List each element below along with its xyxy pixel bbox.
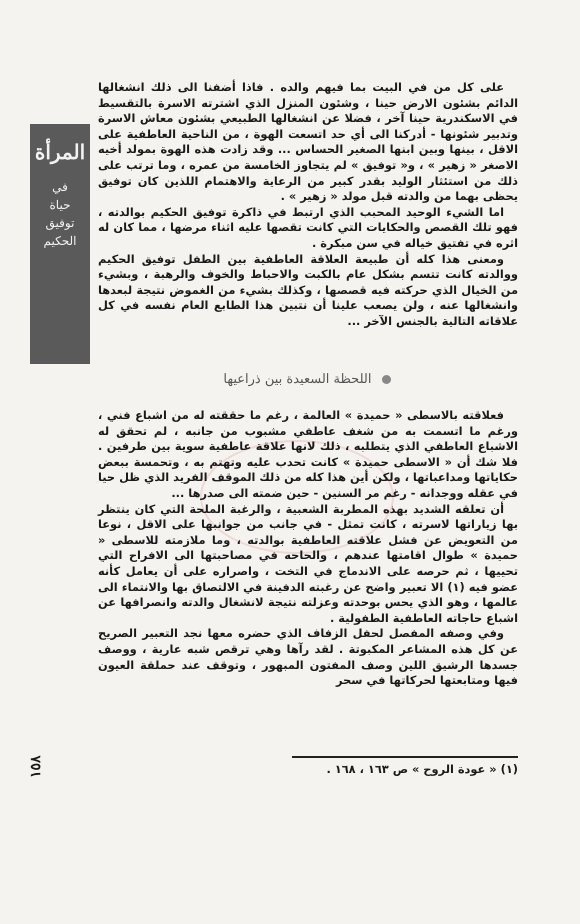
paragraph: وفي وصفه المفصل لحفل الزفاف الذي حضره معها نجد التعبير الصريح عن كل هذه المشاعر المكبوتة . لقد رآها وهي ترقص شبه عارية ، ووصف جسدها الرشيق اللين وصف المفتون المبهور ، وتوقف عند حملقة العيون فيها ومتابعتها لحركاتها في سحر <box>98 626 518 688</box>
paragraph: ومعنى هذا كله أن طبيعة العلاقة العاطفية بين الطفل توفيق الحكيم ووالدته كانت تتسم بشكل عام بالكبت والاحباط والخوف والرهبة ، وبشيء من الخيال الذي حركته فيه قصصها ، وكذلك بشيء من الغموض نتيجة لبعدها وانشغالها عنه ، ولن يصعب علينا أن نتبين هذا الطابع العام نفسه في كل علاقاته التالية بالجنس الآخر ... <box>98 251 518 328</box>
sidebar-title: المرأة <box>34 140 86 164</box>
footnote: (١) « عودة الروح » ص ١٦٣ ، ١٦٨ . <box>326 762 518 776</box>
sidebar-line-1: في <box>52 180 68 194</box>
body-text-top <box>98 80 518 330</box>
chapter-sidebar-label <box>30 124 90 364</box>
sidebar-line-3: توفيق <box>45 216 75 230</box>
section-heading <box>160 372 460 387</box>
section-heading-text: اللحظة السعيدة بين ذراعيها <box>223 372 372 387</box>
footnote-divider <box>292 756 518 758</box>
paragraph: على كل من في البيت بما فيهم والده . فاذا أضفنا الى ذلك انشغالها الدائم بشئون الارض حينا ، وشئون المنزل الذي اشترته الاسرة بالتقسيط في الاسكندرية حينا آخر ، فضلا عن انشغالها الطبيعي بشئون معاش الاسرة وتدبير شئونها - أدركنا الى أي حد اتسعت الهوة ، من الناحية العاطفية على الاقل ، بينها وبين ابنها الصغير الحساس ... وقد زادت هذه الهوة بمولد أخيه الاصغر « زهير » ، و« توفيق » لم يتجاوز الخامسة من عمره ، وما ترتب على ذلك من استئثار الوليد بقدر كبير من الرعاية والاهتمام اللذين كان توفيق يحظى بهما من والدته قبل مولد « زهير » . <box>98 80 518 204</box>
paragraph: فعلاقته بالاسطى « حميدة » العالمة ، رغم ما حققته له من اشباع فني ، ورغم ما اتسمت به من شغف عاطفي مشبوب من جانبه ، لم تحقق له الاشباع العاطفي الذي يتطلبه ، ذلك لانها علاقة عاطفية سوية بين طرفين . فلا شك أن « الاسطى حميدة » كانت تحدب عليه وتهتم به ، وتحمسة ببعض حكاياتها ومداعباتها ، ولكن أين هذا كله من ذلك الموقف الفريد الذي ظل حيا في عقله ووجدانه - رغم مر السنين - حين ضمته الى صدرها ... <box>98 408 518 500</box>
sidebar-line-2: حياة <box>49 198 71 212</box>
page-number: ١٥٨ <box>28 755 44 778</box>
paragraph: اما الشيء الوحيد المحبب الذي ارتبط في ذاكرة توفيق الحكيم بوالدته ، فهو تلك القصص والحكايات التي كانت تقصها عليه اثناء مرضها ، مما كان له اثره في تفتيق خياله في سن مبكرة . <box>98 204 518 250</box>
sidebar-line-4: الحكيم <box>43 234 77 248</box>
ornament-icon <box>382 375 391 384</box>
paragraph: أن تعلقه الشديد بهذه المطربة الشعبية ، والرغبة الملحة التي كان ينتظر بها زياراتها لاسرته ، كانت تمثل - في جانب من جوانبها على الاقل ، نوعا من التعويض عن فشل علاقته العاطفية بوالدته ، وما ملازمته للاسطى « حميدة » طوال اقامتها عندهم ، والحاحه في مصاحبتها الى الافراح التي تحييها ، ثم حرصه على الاندماج في التخت ، واصراره على أن يعامل كأنه عضو فيه (١) الا تعبير واضح عن رغبته الدفينة في الالتصاق بها والانتماء الى عالمها ، وهو الذي يحس بوحدته وعزلته نتيجة لانشغال والدته وانصرافها عن اشباع حاجاته العاطفية الطفولية . <box>98 501 518 625</box>
body-text-bottom <box>98 408 518 689</box>
